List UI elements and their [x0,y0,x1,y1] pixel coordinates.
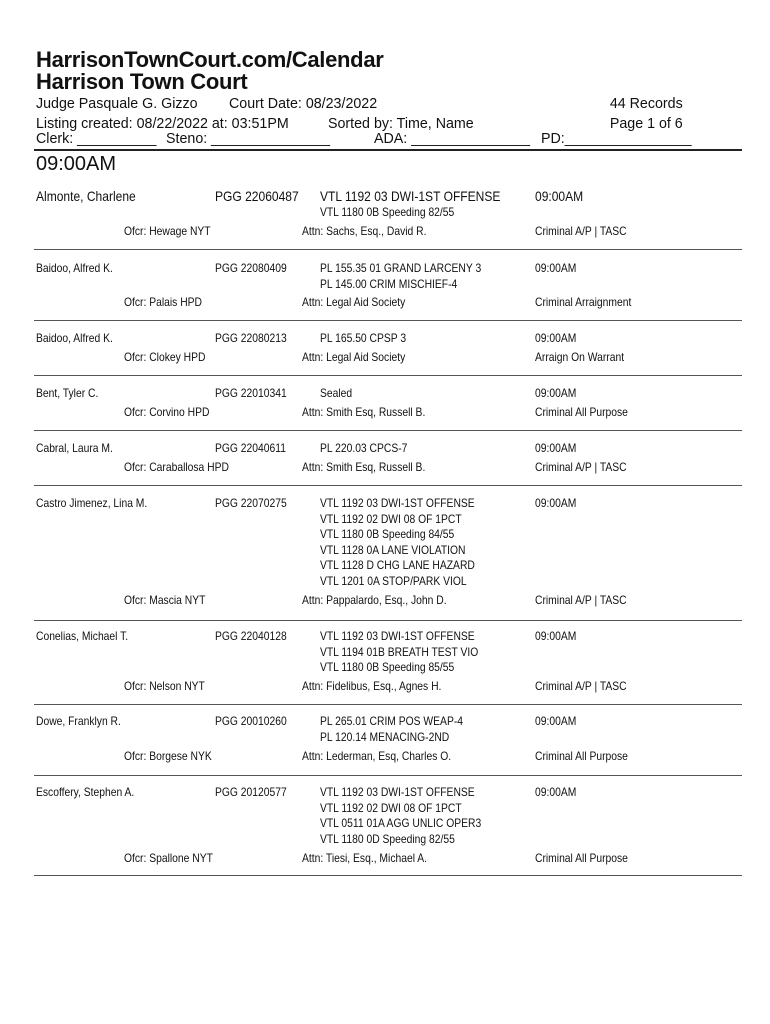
charges-list [320,188,500,221]
site-title: HarrisonTownCourt.com/Calendar [36,47,384,72]
attorney: Attn: Legal Aid Society [302,295,406,309]
docket-number: PGG 20010260 [215,714,287,728]
record-count: 44 Records [610,95,683,112]
charge-line: VTL 1192 03 DWI-1ST OFFENSE [320,496,475,510]
record-divider [34,485,742,486]
appearance-time: 09:00AM [535,331,577,345]
appearance-time: 09:00AM [535,714,577,728]
officer: Ofcr: Borgese NYK [124,749,212,763]
charge-line: VTL 1192 02 DWI 08 OF 1PCT [320,800,462,815]
charge-line: VTL 1180 0D Speeding 82/55 [320,831,455,846]
case-purpose: Criminal A/P | TASC [535,679,627,693]
defendant-name: Bent, Tyler C. [36,386,99,400]
charge-line: VTL 1180 0B Speeding 82/55 [320,205,455,219]
charge-line: VTL 1192 02 DWI 08 OF 1PCT [320,511,462,526]
charge-line: VTL 0511 01A AGG UNLIC OPER3 [320,816,482,830]
docket-number: PGG 22060487 [215,188,299,204]
charge-line: VTL 1128 0A LANE VIOLATION [320,542,466,557]
steno-field: Steno: _______________ [166,130,331,147]
appearance-time: 09:00AM [535,386,577,400]
defendant-name: Almonte, Charlene [36,188,136,204]
docket-number: PGG 22080213 [215,331,287,345]
docket-number: PGG 22070275 [215,496,287,510]
clerk-field: Clerk: __________ [36,130,157,147]
charges-list [320,629,478,676]
case-purpose: Criminal All Purpose [535,851,628,865]
case-purpose: Arraign On Warrant [535,350,625,364]
officer: Ofcr: Corvino HPD [124,405,210,419]
officer: Ofcr: Palais HPD [124,295,202,309]
attorney: Attn: Tiesi, Esq., Michael A. [302,851,428,865]
case-purpose: Criminal A/P | TASC [535,224,627,238]
header-divider [34,149,742,151]
record-divider [34,249,742,250]
appearance-time: 09:00AM [535,441,577,455]
case-purpose: Criminal Arraignment [535,295,632,309]
attorney: Attn: Pappalardo, Esq., John D. [302,593,447,607]
ada-field: ADA: _______________ [374,130,531,147]
charges-list [320,714,463,745]
attorney: Attn: Sachs, Esq., David R. [302,224,427,238]
attorney: Attn: Smith Esq, Russell B. [302,405,426,419]
docket-number: PGG 20120577 [215,785,287,799]
time-section-heading: 09:00AM [36,153,117,175]
charge-line: VTL 1192 03 DWI-1ST OFFENSE [320,785,475,799]
charge-line: VTL 1201 0A STOP/PARK VIOL [320,573,467,588]
court-name: Harrison Town Court [36,69,248,94]
officer: Ofcr: Mascia NYT [124,593,206,607]
charge-line: PL 265.01 CRIM POS WEAP-4 [320,714,464,728]
record-divider [34,620,742,621]
record-divider [34,875,742,876]
defendant-name: Conelias, Michael T. [36,629,129,643]
defendant-name: Baidoo, Alfred K. [36,331,113,345]
appearance-time: 09:00AM [535,261,577,275]
docket-number: PGG 22040611 [215,441,286,455]
record-divider [34,320,742,321]
appearance-time: 09:00AM [535,629,577,643]
appearance-time: 09:00AM [535,496,577,510]
attorney: Attn: Fidelibus, Esq., Agnes H. [302,679,442,693]
charges-list [320,261,481,292]
officer: Ofcr: Clokey HPD [124,350,206,364]
attorney: Attn: Smith Esq, Russell B. [302,460,426,474]
judge-name: Judge Pasquale G. Gizzo [36,95,198,112]
charge-line: VTL 1128 D CHG LANE HAZARD [320,558,475,572]
defendant-name: Castro Jimenez, Lina M. [36,496,148,510]
charges-list [320,331,406,347]
case-purpose: Criminal All Purpose [535,405,628,419]
appearance-time: 09:00AM [535,785,577,799]
docket-number: PGG 22040128 [215,629,287,643]
officer: Ofcr: Hewage NYT [124,224,211,238]
charge-line: PL 220.03 CPCS-7 [320,441,408,455]
page-number: Page 1 of 6 [610,115,683,132]
charge-line: PL 155.35 01 GRAND LARCENY 3 [320,261,482,275]
defendant-name: Dowe, Franklyn R. [36,714,121,728]
officer: Ofcr: Caraballosa HPD [124,460,229,474]
charge-line: PL 120.14 MENACING-2ND [320,729,450,744]
listing-created: Listing created: 08/22/2022 at: 03:51PM [36,115,289,132]
defendant-name: Escoffery, Stephen A. [36,785,135,799]
pd-field: PD:________________ [541,130,692,147]
charge-line: PL 145.00 CRIM MISCHIEF-4 [320,276,458,291]
record-divider [34,704,742,705]
docket-number: PGG 22010341 [215,386,287,400]
charge-line: VTL 1180 0B Speeding 85/55 [320,660,455,674]
charges-list [320,785,481,847]
sorted-by: Sorted by: Time, Name [328,115,474,132]
record-divider [34,775,742,776]
attorney: Attn: Lederman, Esq, Charles O. [302,749,452,763]
officer: Ofcr: Nelson NYT [124,679,205,693]
charge-line: VTL 1192 03 DWI-1ST OFFENSE [320,629,475,643]
charge-line: VTL 1194 01B BREATH TEST VIO [320,644,479,659]
appearance-time: 09:00AM [535,188,584,204]
docket-number: PGG 22080409 [215,261,287,275]
officer: Ofcr: Spallone NYT [124,851,213,865]
charge-line: VTL 1180 0B Speeding 84/55 [320,527,455,541]
defendant-name: Baidoo, Alfred K. [36,261,113,275]
defendant-name: Cabral, Laura M. [36,441,113,455]
case-purpose: Criminal All Purpose [535,749,628,763]
charge-line: PL 165.50 CPSP 3 [320,331,407,345]
record-divider [34,375,742,376]
court-date: Court Date: 08/23/2022 [229,95,378,112]
charges-list [320,441,407,457]
charges-list [320,496,475,589]
case-purpose: Criminal A/P | TASC [535,460,627,474]
charge-line: Sealed [320,386,353,400]
case-purpose: Criminal A/P | TASC [535,593,627,607]
charge-line: VTL 1192 03 DWI-1ST OFFENSE [320,188,501,204]
attorney: Attn: Legal Aid Society [302,350,406,364]
charges-list [320,386,352,402]
record-divider [34,430,742,431]
